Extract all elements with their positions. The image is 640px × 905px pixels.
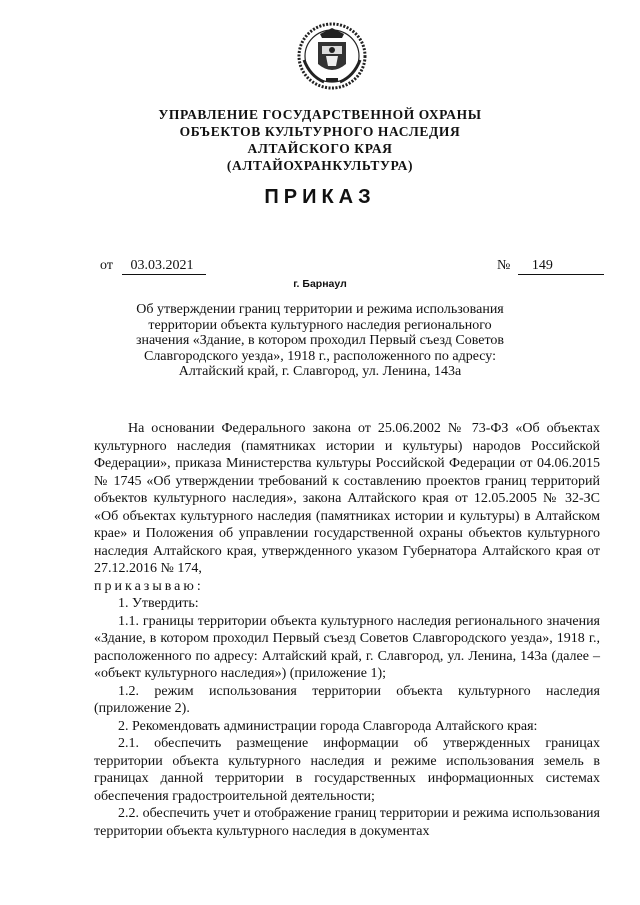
number-value: 149 bbox=[518, 258, 604, 275]
document-date bbox=[100, 258, 206, 275]
subject-line-2: территории объекта культурного наследия регионального bbox=[148, 317, 492, 333]
org-line-2: ОБЪЕКТОВ КУЛЬТУРНОГО НАСЛЕДИЯ bbox=[179, 124, 461, 139]
item-1-1: 1.1. границы территории объекта культурного наследия регионального значения «Здание, в котором проходил Первый съезд Советов Славгородского уезда», 1918 г., расположенного по адресу: Алтайский край, г. Славгород, ул. Ленина, 143а (далее – «объект культурного наследия») (приложение 1); bbox=[94, 613, 600, 681]
order-subject bbox=[0, 302, 640, 380]
item-2-1: 2.1. обеспечить размещение информации об утвержденных границах территории объекта культурного наследия и режиме использования земель в границах данной территории в государственных информационных системах обеспечения градостроительной деятельности; bbox=[94, 736, 600, 804]
subject-line-5: Алтайский край, г. Славгород, ул. Ленина, 143а bbox=[178, 364, 462, 379]
item-1: 1. Утвердить: bbox=[118, 596, 199, 611]
item-2-2: 2.2. обеспечить учет и отображение границ территории и режима использования территории объекта культурного наследия в документах bbox=[94, 806, 600, 839]
subject-line-3: значения «Здание, в котором проходил Первый съезд Советов bbox=[135, 333, 505, 348]
number-prefix: № bbox=[497, 258, 511, 273]
subject-line-4: Славгородского уезда», 1918 г., расположенного по адресу: bbox=[143, 348, 497, 364]
subject-line-1: Об утверждении границ территории и режима использования bbox=[136, 302, 504, 317]
date-value: 03.03.2021 bbox=[122, 258, 206, 275]
date-prefix: от bbox=[100, 258, 113, 273]
preamble-paragraph: На основании Федерального закона от 25.06.2002 № 73-ФЗ «Об объектах культурного наследия (памятниках истории и культуры) народов Российской Федерации», приказа Министерства культуры Российской Федерации от 04.06.2015 № 1745 «Об утверждении требований к составлению проектов границ территорий объектов культурного наследия», закона Алтайского края от 12.05.2005 № 32-ЗС «Об объектах культурного наследия (памятниках истории и культуры) в Алтайском крае» и Положения об управлении государственной охраны объектов культурного наследия Алтайского края, утвержденного указом Губернатора Алтайского края от 27.12.2016 № 174, bbox=[94, 421, 600, 576]
organization-name bbox=[0, 106, 640, 174]
item-1-2: 1.2. режим использования территории объекта культурного наследия (приложение 2). bbox=[94, 683, 600, 716]
document-type-title: ПРИКАЗ bbox=[264, 186, 376, 208]
document-number bbox=[497, 258, 604, 275]
coat-of-arms-emblem bbox=[296, 20, 368, 90]
city-label: г. Барнаул bbox=[293, 278, 347, 290]
org-line-4: (АЛТАЙОХРАНКУЛЬТУРА) bbox=[226, 158, 414, 173]
order-word: приказываю: bbox=[94, 578, 204, 594]
org-line-3: АЛТАЙСКОГО КРАЯ bbox=[247, 141, 393, 156]
item-2: 2. Рекомендовать администрации города Славгорода Алтайского края: bbox=[118, 718, 538, 734]
order-body bbox=[94, 420, 600, 840]
org-line-1: УПРАВЛЕНИЕ ГОСУДАРСТВЕННОЙ ОХРАНЫ bbox=[158, 107, 482, 122]
